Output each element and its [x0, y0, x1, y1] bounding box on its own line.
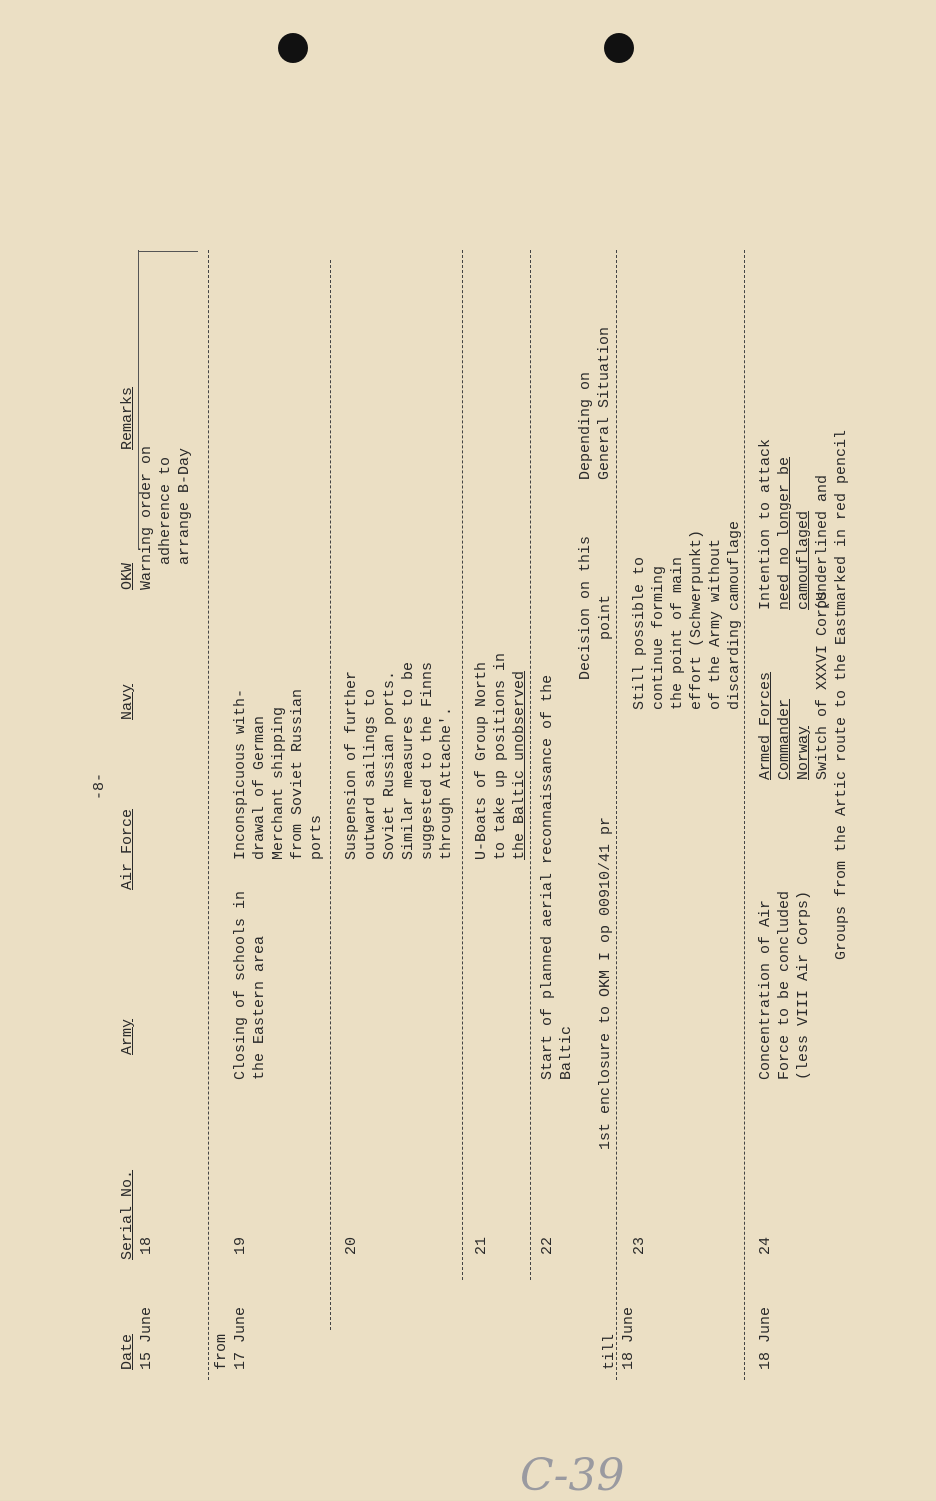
row24-remarks-line: Intention to attack: [757, 438, 774, 610]
row24-remarks-line: marked in red pencil: [833, 429, 850, 610]
row24-army-line: Concentration of Air: [757, 899, 774, 1080]
row20-navy-line: suggested to the Finns: [419, 661, 436, 860]
row18-date: 15 June: [138, 1306, 155, 1370]
row19-date-from: from: [213, 1333, 230, 1370]
row24-army-line: Force to be concluded: [776, 890, 793, 1080]
row22-serial: 22: [539, 1236, 556, 1255]
row23-okw-line: of the Army without: [707, 538, 724, 710]
row19-navy-line: from Soviet Russian: [289, 688, 306, 860]
row24-army-line: (less VIII Air Corps): [795, 890, 812, 1080]
row-separator: [616, 250, 617, 1380]
rotated-table: [90, 210, 890, 1490]
row20-navy-line: outward sailings to: [362, 688, 379, 860]
row24-okw-line: Armed Forces: [757, 671, 774, 780]
row-separator: [530, 250, 531, 1280]
row22-army-line: Baltic: [558, 1025, 575, 1080]
handwritten-annotation: C-39: [520, 1450, 625, 1501]
row19-serial: 19: [232, 1236, 249, 1255]
row18-okw-line: Warning order on: [138, 445, 155, 590]
row22-enclosure: 1st enclosure to OKM I op 00910/41 pr: [597, 816, 614, 1150]
row19-navy-line: Inconspicuous with-: [232, 688, 249, 860]
row22-enclosure-point: point: [597, 594, 614, 640]
header-air-force: Air Force: [119, 808, 136, 890]
row23-okw-line: Still possible to: [631, 556, 648, 710]
row-separator: [462, 250, 463, 1280]
page-number: -8-: [91, 772, 108, 800]
row24-serial: 24: [757, 1236, 774, 1255]
row24-okw-line: Norway: [795, 725, 812, 780]
row21-navy-line: to take up positions in: [492, 652, 509, 860]
row23-okw-line: the point of main: [669, 556, 686, 710]
row19-army-line: the Eastern area: [251, 935, 268, 1080]
row21-navy-line: U-Boats of Group North: [473, 661, 490, 860]
row20-serial: 20: [343, 1236, 360, 1255]
row-separator: [330, 260, 331, 1330]
row-separator: [744, 250, 745, 1380]
header-remarks: Remarks: [119, 386, 136, 450]
header-army: Army: [119, 1018, 136, 1055]
row-separator: [208, 250, 209, 1380]
row23-serial: 23: [631, 1236, 648, 1255]
row19-army-line: Closing of schools in: [232, 890, 249, 1080]
row21-navy-line: the Baltic unobserved: [511, 670, 528, 860]
row20-navy-line: Soviet Russian ports.: [381, 670, 398, 860]
row24-remarks-line: need no longer be: [776, 456, 793, 610]
row19-navy-line: Merchant shipping: [270, 706, 287, 860]
row22-remarks-line: Depending on: [577, 371, 594, 480]
remarks-column-rule: [138, 251, 198, 252]
row23-okw-line: continue forming: [650, 565, 667, 710]
row23-okw-line: discarding camouflage: [726, 520, 743, 710]
row20-navy-line: Similar measures to be: [400, 661, 417, 860]
row24-groups: Groups from the Artic route to the East: [833, 608, 850, 960]
row19-date: 17 June: [232, 1306, 249, 1370]
header-navy: Navy: [119, 683, 136, 720]
header-date: Date: [119, 1333, 136, 1370]
row24-okw-line: Switch of XXXVI Corps: [814, 590, 831, 780]
row23-okw-line: effort (Schwerpunkt): [688, 529, 705, 710]
header-serial: Serial No.: [119, 1169, 136, 1260]
row21-serial: 21: [473, 1236, 490, 1255]
row20-navy-line: through Attache'.: [438, 706, 455, 860]
binder-hole-left: [278, 33, 308, 63]
row19-navy-line: ports: [308, 814, 325, 860]
row23-date-till: till: [601, 1333, 618, 1370]
row23-date: 18 June: [620, 1306, 637, 1370]
row18-okw-line: arrange B-Day: [176, 447, 193, 565]
row18-okw-line: adherence to: [157, 456, 174, 565]
row18-serial: 18: [138, 1236, 155, 1255]
header-okw: OKW: [119, 562, 136, 590]
binder-hole-right: [604, 33, 634, 63]
row22-army-line: Start of planned aerial reconnaissance of the: [539, 674, 556, 1080]
row24-remarks-line: (Underlined and: [814, 474, 831, 610]
row19-navy-line: drawal of German: [251, 715, 268, 860]
row24-date: 18 June: [757, 1306, 774, 1370]
row20-navy-line: Suspension of further: [343, 670, 360, 860]
row24-okw-line: Commander: [776, 698, 793, 780]
row22-remarks-line: General Situation: [596, 326, 613, 480]
row22-decision: Decision on this: [577, 535, 594, 680]
row24-remarks-line: camouflaged: [795, 510, 812, 610]
